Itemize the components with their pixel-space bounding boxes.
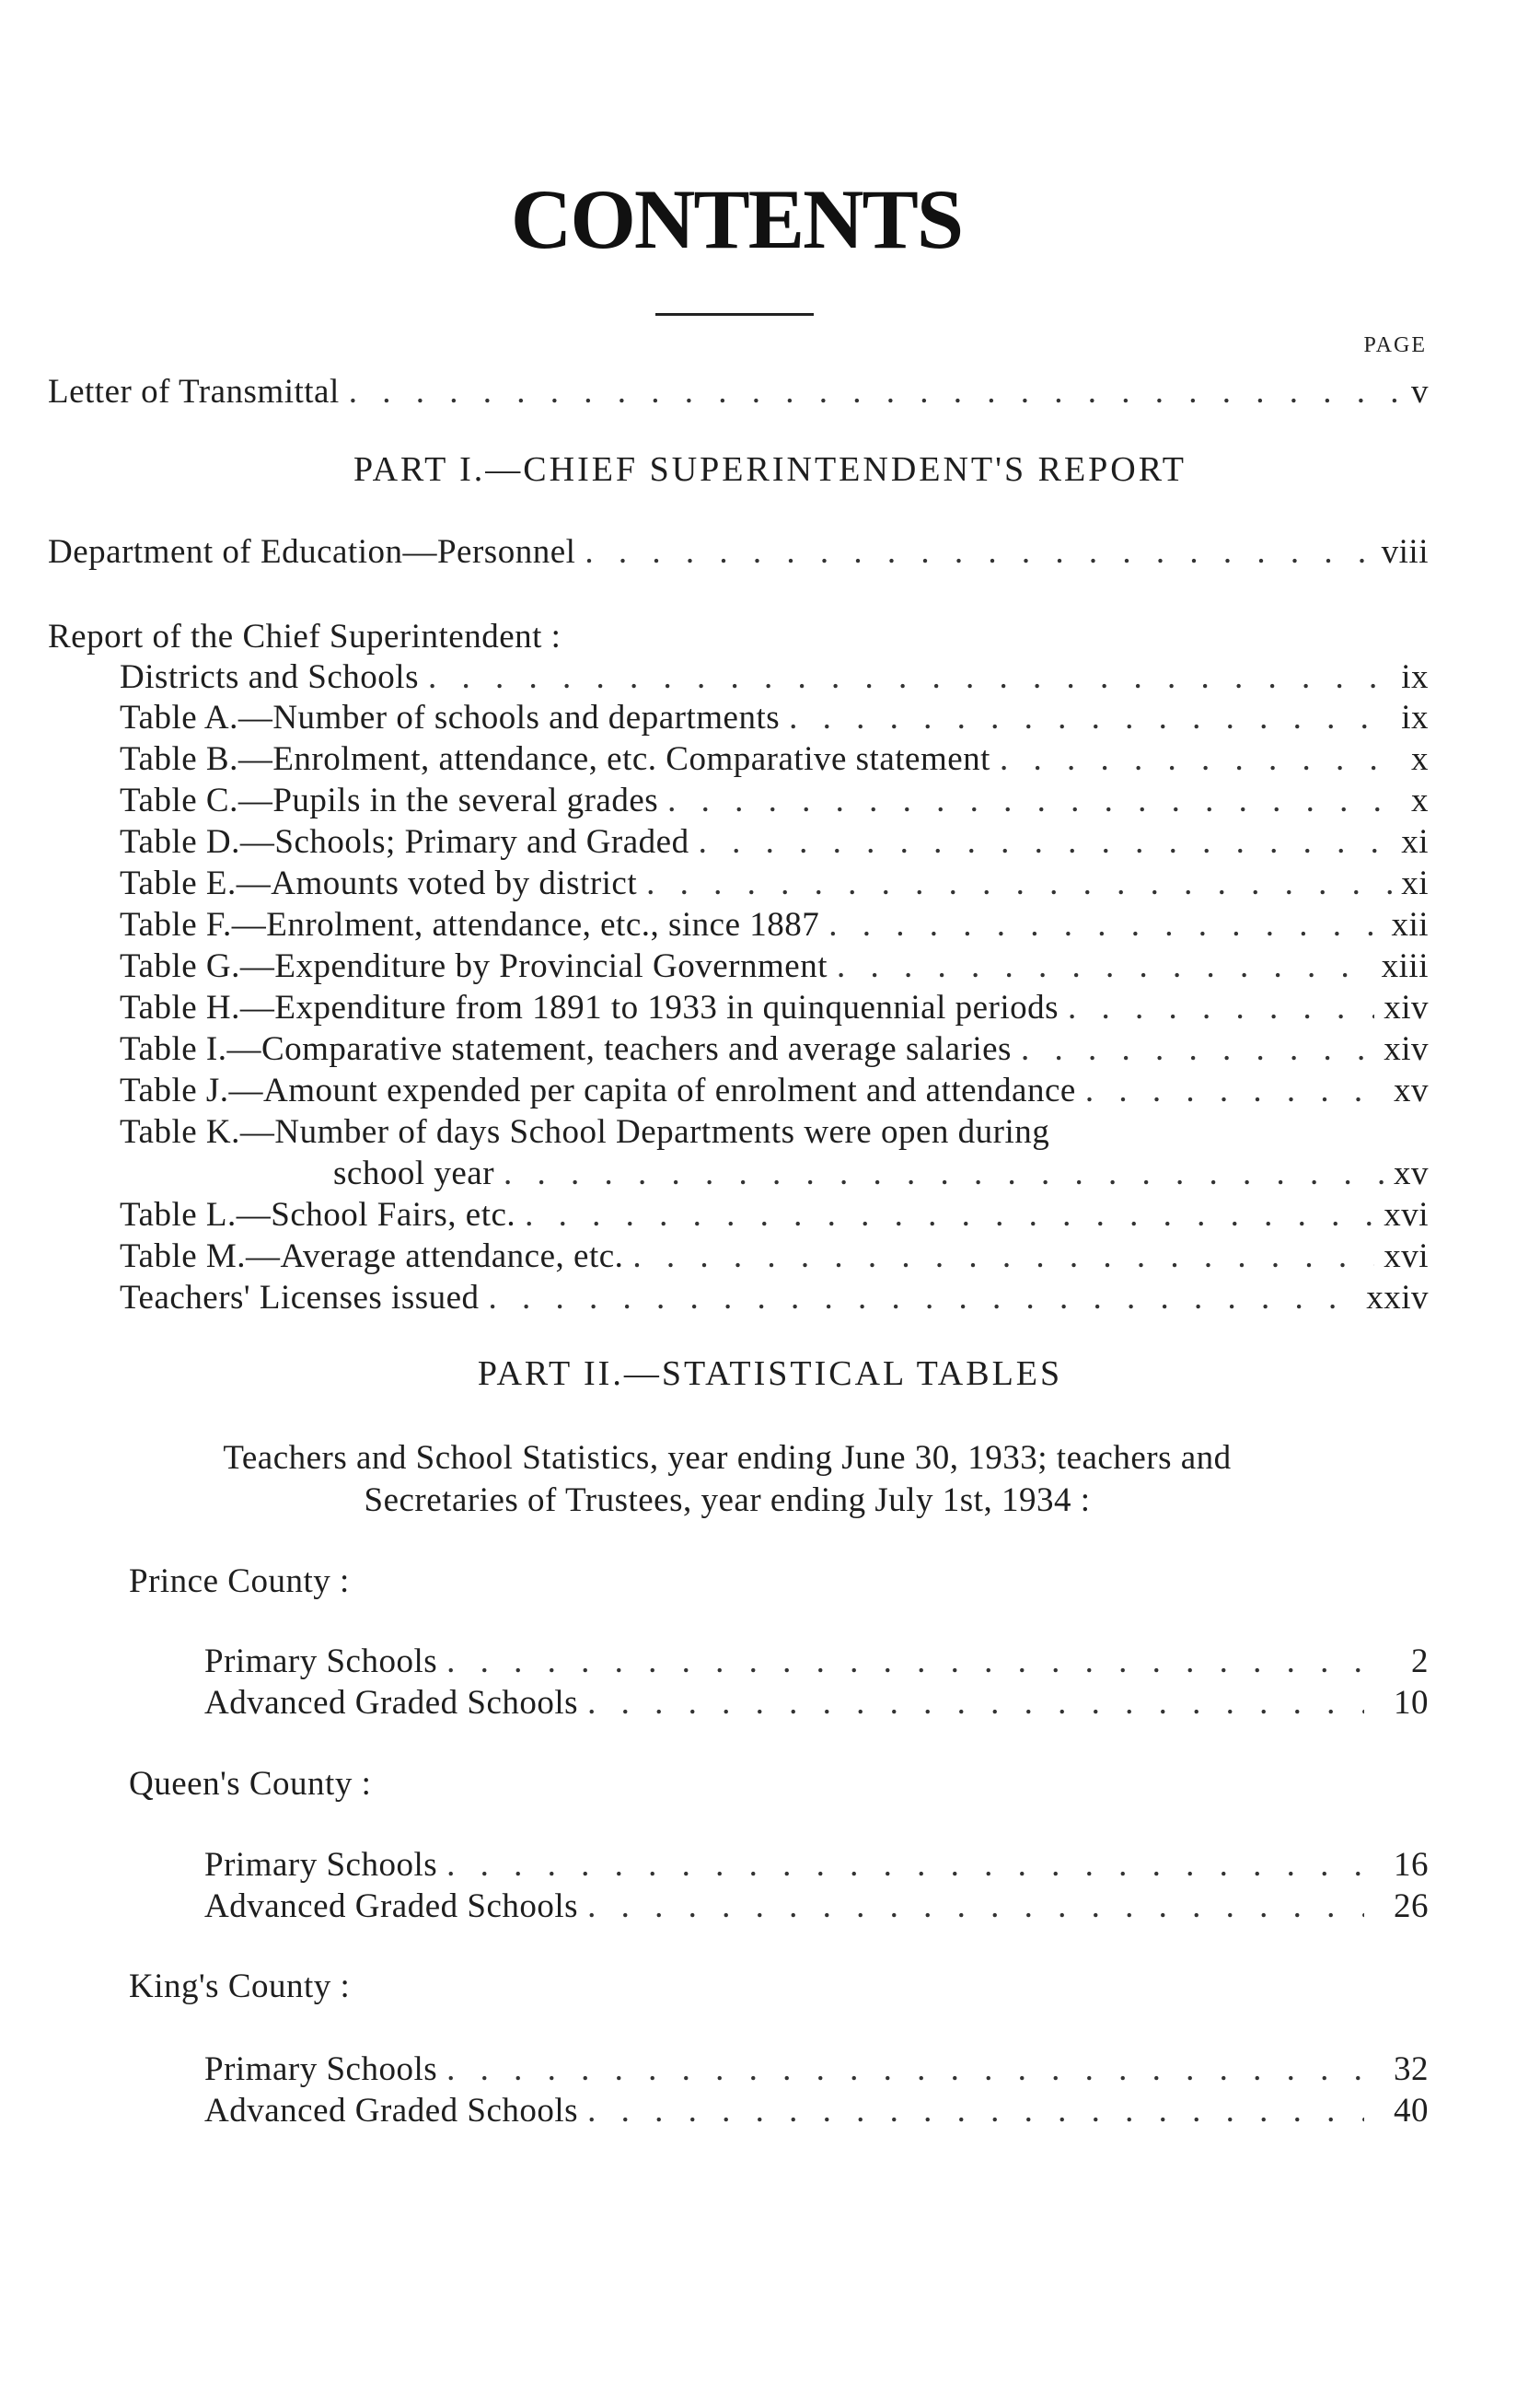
table-k-line1: Table K.—Number of days School Departments were open during [120,1113,1050,1151]
toc-entry-page: viii [1381,533,1429,571]
toc-entry[interactable] [120,1278,1429,1318]
report-heading: Report of the Chief Superintendent : [48,618,562,656]
toc-entry-page: ix [1401,699,1429,737]
toc-entry[interactable] [120,657,1429,698]
toc-entry-label: Table F.—Enrolment, attendance, etc., since 1887 [120,906,820,944]
dot-leader [587,1886,1364,1927]
toc-entry-page: xxiv [1366,1279,1429,1317]
dot-leader [1068,988,1374,1028]
part2-heading: PART II.—STATISTICAL TABLES [477,1354,1063,1393]
toc-entry-department[interactable] [48,532,1429,573]
toc-entry-label: Districts and Schools [120,658,419,696]
toc-entry-page: xv [1394,1072,1429,1109]
toc-entry-label: Primary Schools [204,1643,438,1680]
toc-entry-page: 32 [1394,2050,1429,2088]
toc-entry[interactable] [204,1683,1429,1724]
toc-entry-label: Table G.—Expenditure by Provincial Government [120,947,828,985]
dot-leader [504,1154,1384,1194]
county-heading: Prince County : [129,1562,350,1600]
dot-leader [349,372,1402,412]
toc-entry[interactable] [120,739,1429,780]
part2-intro-line2: Secretaries of Trustees, year ending July 1st, 1934 : [364,1481,1091,1519]
toc-entry[interactable] [204,1845,1429,1886]
toc-entry-page: x [1411,740,1429,778]
dot-leader [428,657,1392,698]
dot-leader [699,822,1393,863]
title-rule [655,313,814,316]
dot-leader [1021,1029,1374,1070]
toc-entry-table-k[interactable] [333,1154,1429,1194]
toc-entry-page: v [1411,373,1429,411]
toc-entry[interactable] [120,822,1429,863]
dot-leader [789,698,1392,738]
toc-entry-page: 26 [1394,1887,1429,1925]
part2-intro-line1: Teachers and School Statistics, year ending June 30, 1933; teachers and [223,1439,1232,1477]
dot-leader [446,2049,1364,2090]
dot-leader [587,1683,1364,1724]
toc-entry[interactable] [120,1071,1429,1111]
toc-entry-label: Department of Education—Personnel [48,533,576,571]
toc-entry-label: Table M.—Average attendance, etc. [120,1237,624,1275]
toc-entry-label: Table L.—School Fairs, etc. [120,1196,516,1234]
toc-entry-page: xv [1394,1155,1429,1192]
toc-entry-label: Table H.—Expenditure from 1891 to 1933 in quinquennial periods [120,989,1059,1027]
toc-entry[interactable] [120,905,1429,946]
toc-entry-label: Table C.—Pupils in the several grades [120,782,659,819]
page-title: CONTENTS [510,172,963,266]
toc-entry[interactable] [204,1886,1429,1927]
dot-leader [446,1642,1364,1682]
toc-entry-page: xvi [1384,1196,1429,1234]
toc-entry-page: xiii [1381,947,1429,985]
toc-entry-page: 2 [1411,1643,1429,1680]
toc-entry-label: Advanced Graded Schools [204,2092,579,2130]
toc-entry-label: Table E.—Amounts voted by district [120,865,638,902]
county-heading: Queen's County : [129,1765,372,1803]
toc-entry-label: Table D.—Schools; Primary and Graded [120,823,689,861]
toc-entry-page: xii [1391,906,1429,944]
toc-entry[interactable] [120,864,1429,904]
dot-leader [489,1278,1358,1318]
dot-leader [828,905,1382,946]
toc-entry[interactable] [204,2049,1429,2090]
dot-leader [667,781,1402,821]
dot-leader [585,532,1372,573]
dot-leader [646,864,1392,904]
dot-leader [632,1236,1374,1277]
toc-entry-page: xiv [1384,1030,1429,1068]
toc-entry-page: 10 [1394,1684,1429,1722]
toc-entry-label: Primary Schools [204,2050,438,2088]
toc-entry-page: ix [1401,658,1429,696]
toc-entry-label: Table B.—Enrolment, attendance, etc. Comparative statement [120,740,990,778]
toc-entry[interactable] [120,946,1429,987]
toc-entry-page: xi [1401,865,1429,902]
toc-entry-page: xi [1401,823,1429,861]
toc-entry-label: Advanced Graded Schools [204,1887,579,1925]
toc-entry[interactable] [120,1195,1429,1236]
toc-entry[interactable] [120,988,1429,1028]
toc-entry[interactable] [120,698,1429,738]
toc-entry-label: Primary Schools [204,1846,438,1884]
dot-leader [446,1845,1364,1886]
toc-entry-letter-of-transmittal[interactable] [48,372,1429,412]
toc-entry-label: Letter of Transmittal [48,373,340,411]
dot-leader [1000,739,1402,780]
dot-leader [837,946,1372,987]
dot-leader [525,1195,1374,1236]
toc-entry[interactable] [204,2091,1429,2131]
page-column-label: PAGE [1363,333,1427,357]
toc-entry-label: Advanced Graded Schools [204,1684,579,1722]
toc-entry-label: Table J.—Amount expended per capita of enrolment and attendance [120,1072,1076,1109]
toc-entry[interactable] [120,1236,1429,1277]
toc-entry-page: xiv [1384,989,1429,1027]
part1-heading: PART I.—CHIEF SUPERINTENDENT'S REPORT [353,450,1187,489]
county-heading: King's County : [129,1968,351,2005]
toc-entry-label: Teachers' Licenses issued [120,1279,480,1317]
dot-leader [1085,1071,1384,1111]
toc-entry[interactable] [204,1642,1429,1682]
toc-entry[interactable] [120,1029,1429,1070]
toc-entry-label: Table I.—Comparative statement, teachers and average salaries [120,1030,1012,1068]
toc-entry-page: xvi [1384,1237,1429,1275]
toc-entry[interactable] [120,781,1429,821]
toc-entry-page: x [1411,782,1429,819]
toc-entry-page: 40 [1394,2092,1429,2130]
dot-leader [587,2091,1364,2131]
toc-entry-page: 16 [1394,1846,1429,1884]
toc-entry-label: school year [333,1155,495,1192]
toc-entry-label: Table A.—Number of schools and departments [120,699,781,737]
